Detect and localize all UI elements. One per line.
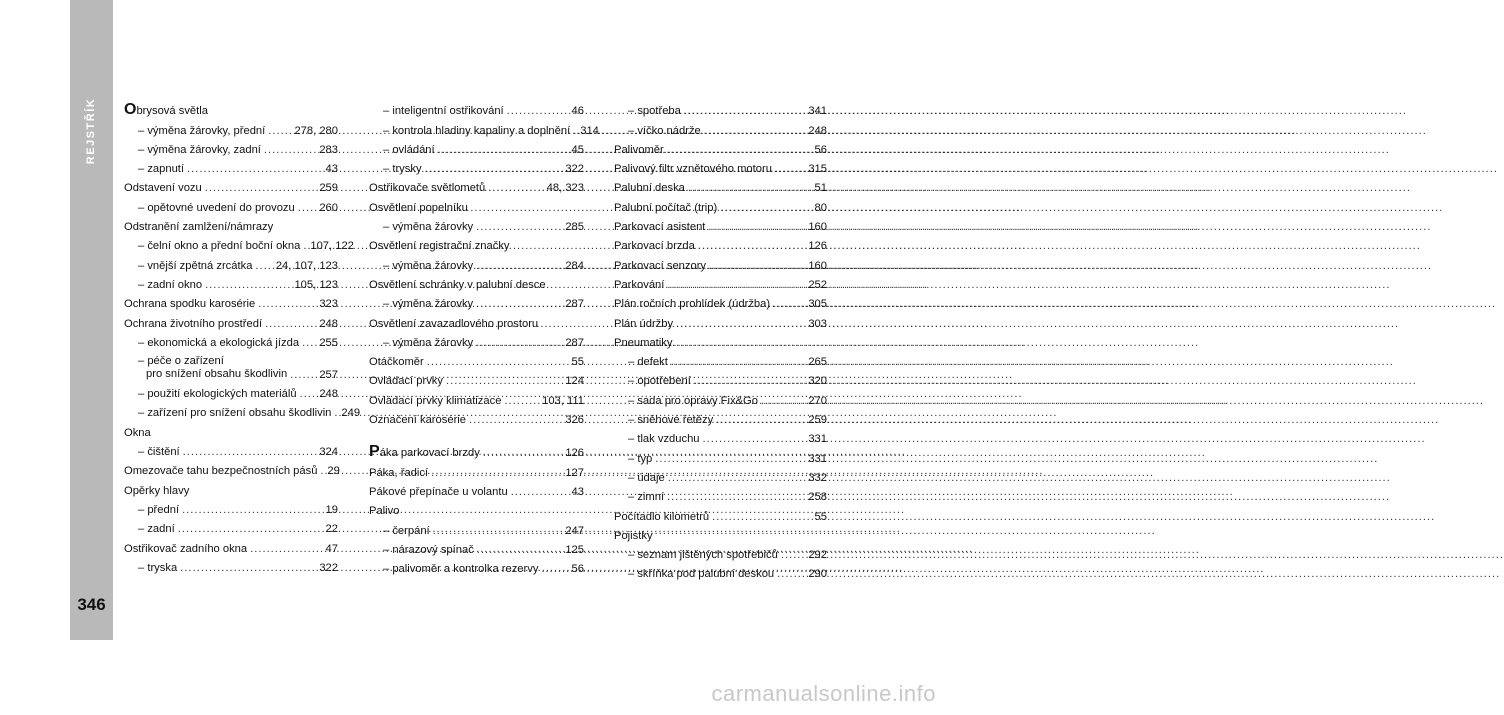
leader-dots (777, 568, 805, 580)
entry-page: 257 (319, 368, 338, 381)
leader-dots (773, 298, 805, 310)
leader-dots (703, 433, 806, 445)
entry-text: – údaje (628, 471, 665, 484)
leader-dots (655, 453, 805, 465)
index-entry (369, 98, 584, 117)
leader-dots (303, 240, 307, 252)
entry-page: 258 (808, 491, 827, 504)
leader-dots (183, 446, 317, 458)
entry-page: 331 (808, 433, 827, 446)
entry-text: – kontrola hladiny kapaliny a doplnění (383, 124, 571, 137)
entry-page: 322 (565, 163, 584, 176)
index-entry (124, 233, 354, 253)
leader-dots (488, 182, 543, 194)
leader-dots (302, 337, 316, 349)
index-column-3 (614, 98, 827, 580)
entry-page: 24, 107, 123 (275, 259, 338, 272)
index-entry (369, 517, 584, 536)
entry-text: Parkovací brzda (614, 240, 695, 253)
entry-text: – čerpání (383, 524, 430, 537)
leader-dots (476, 298, 562, 310)
index-entry (614, 117, 827, 136)
index-entry (124, 156, 338, 175)
leader-dots (483, 447, 563, 459)
index-entry (614, 310, 827, 329)
entry-text: – tlak vzduchu (628, 433, 700, 446)
leader-dots (265, 318, 316, 330)
entry-page: 126 (565, 447, 584, 460)
entry-text: – výměna žárovky, přední (138, 124, 266, 137)
index-entry (614, 407, 827, 426)
entry-page: 287 (565, 336, 584, 349)
leader-dots (476, 260, 562, 272)
leader-dots (668, 472, 806, 484)
index-entry (124, 497, 338, 516)
entry-text: Osvětlení registrační značky (369, 240, 510, 253)
entry-text: – zadní (138, 523, 175, 536)
entry-text: – tryska (138, 561, 178, 574)
entry-text: Pákové přepínače u volantu (369, 485, 508, 498)
entry-page: 326 (565, 414, 584, 427)
leader-dots (433, 525, 563, 537)
entry-text: Parkování (614, 278, 665, 291)
entry-page: 315 (808, 163, 827, 176)
entry-page: 290 (808, 568, 827, 581)
leader-dots (187, 163, 323, 175)
entry-text: Ostřikovač zadního okna (124, 542, 248, 555)
entry-page: 259 (808, 414, 827, 427)
leader-dots (264, 144, 316, 156)
index-entry (369, 440, 584, 459)
leader-dots (720, 202, 811, 214)
entry-text: – sada pro opravy Fix&Go (628, 394, 758, 407)
leader-dots (205, 182, 317, 194)
entry-text: Odstavení vozu (124, 182, 202, 195)
index-entry (369, 537, 584, 556)
index-entry (369, 214, 584, 233)
entry-text: Palivo (369, 505, 400, 518)
index-entry (369, 252, 584, 271)
leader-dots (541, 563, 568, 575)
leader-dots (511, 486, 569, 498)
entry-text: Ovládací prvky (369, 375, 443, 388)
index-entry (614, 445, 827, 464)
page-number: 346 (77, 595, 106, 614)
index-entry (369, 498, 584, 517)
entry-text: – sněhové řetězy (628, 414, 714, 427)
entry-page: 314 (580, 124, 599, 137)
index-entry (124, 330, 338, 349)
entry-text: – typ (628, 452, 653, 465)
entry-page: 51 (814, 182, 827, 195)
index-entry (369, 349, 584, 368)
leader-dots (477, 544, 563, 556)
index-entry (124, 272, 338, 291)
entry-page: 47 (325, 542, 338, 555)
entry-page: 107, 122 (310, 240, 354, 253)
entry-text-continued: pro snížení obsahu škodlivin (146, 367, 288, 380)
index-entry (124, 214, 338, 233)
index-entry (124, 381, 338, 400)
entry-page: 265 (808, 356, 827, 369)
entry-text: Páka, řadicí (369, 466, 429, 479)
leader-dots (438, 144, 569, 156)
entry-text: – výměna žárovky, zadní (138, 143, 261, 156)
entry-page: 55 (571, 356, 584, 369)
leader-dots (469, 414, 562, 426)
index-entry (124, 310, 338, 329)
entry-page: 56 (571, 563, 584, 576)
entry-page: 292 (808, 549, 827, 562)
entry-page: 248 (808, 124, 827, 137)
entry-page: 324 (319, 446, 338, 459)
entry-text: – použití ekologických materiálů (138, 388, 297, 401)
index-entry (614, 523, 827, 542)
entry-text: Pojistky (614, 529, 653, 542)
entry-text: Osvětlení schránky v palubní desce (369, 278, 546, 291)
entry-text: Otáčkoměr (369, 356, 424, 369)
entry-text: – přední (138, 503, 180, 516)
entry-page: 105, 123 (294, 278, 338, 291)
entry-page: 127 (565, 466, 584, 479)
entry-text: – výměna žárovky (383, 259, 474, 272)
leader-dots (427, 356, 569, 368)
index-entry (614, 368, 827, 387)
entry-text: – ovládání (383, 143, 435, 156)
index-entry (614, 156, 827, 175)
index-entry (369, 194, 584, 213)
entry-text: – zimní (628, 491, 665, 504)
entry-text: – výměna žárovky (383, 298, 474, 311)
entry-text: Ostřikovače světlometů (369, 182, 486, 195)
entry-text: brysová světla (136, 105, 208, 118)
entry-page: 259 (319, 182, 338, 195)
leader-dots (180, 562, 316, 574)
leader-dots (704, 125, 806, 137)
leader-dots (667, 144, 812, 156)
entry-text: – výměna žárovky (383, 336, 474, 349)
index-entry (369, 387, 584, 406)
entry-page: 19 (325, 503, 338, 516)
entry-text: Parkovací senzory (614, 259, 707, 272)
index-entry (614, 465, 827, 484)
entry-text: Plán ročních prohlídek (údržba) (614, 298, 771, 311)
entry-text: áka parkovací brzdy (379, 447, 480, 460)
index-entry (124, 117, 338, 136)
leader-dots (268, 125, 291, 137)
index-entry (369, 330, 584, 349)
entry-text: Opěrky hlavy (124, 484, 190, 497)
entry-text: – zadní okno (138, 278, 203, 291)
entry-page: 287 (565, 298, 584, 311)
entry-text: – čištění (138, 446, 180, 459)
entry-page: 56 (814, 143, 827, 156)
entry-text: Okna (124, 426, 151, 439)
leader-dots (698, 240, 805, 252)
entry-text: – spotřeba (628, 105, 681, 118)
index-entry (124, 194, 338, 213)
entry-text: Palivoměr (614, 143, 664, 156)
index-entry (614, 233, 827, 252)
leader-dots (290, 369, 316, 381)
entry-page: 323 (319, 298, 338, 311)
leader-dots (667, 491, 805, 503)
leader-dots (671, 356, 806, 368)
entry-text: – péče o zařízení (138, 354, 224, 367)
index-entry (124, 137, 338, 156)
index-entry (369, 459, 584, 478)
entry-page: 43 (325, 163, 338, 176)
leader-dots (476, 221, 562, 233)
entry-text: – defekt (628, 356, 668, 369)
index-entry (614, 561, 827, 580)
leader-dots (507, 105, 569, 117)
entry-page: 285 (565, 221, 584, 234)
index-entry (124, 477, 338, 496)
index-entry (124, 400, 361, 420)
entry-page: 48, 323 (546, 182, 584, 195)
entry-text: Palivový filtr vznětového motoru (614, 163, 772, 176)
entry-page: 303 (808, 317, 827, 330)
entry-page: 160 (808, 259, 827, 272)
entry-page: 160 (808, 221, 827, 234)
footer-watermark (0, 672, 960, 715)
index-entry (369, 137, 584, 156)
entry-page: 284 (565, 259, 584, 272)
entry-text: Odstranění zamlžení/námrazy (124, 221, 274, 234)
section-label-text: REJSTŘÍK (85, 97, 98, 165)
leader-dots (446, 375, 562, 387)
entry-page: 80 (814, 201, 827, 214)
entry-page: 322 (319, 561, 338, 574)
index-entry (124, 555, 338, 574)
leader-dots (775, 163, 805, 175)
leader-dots (716, 414, 805, 426)
entry-text: Počítadlo kilometrů (614, 510, 710, 523)
index-entry (124, 516, 338, 535)
leader-dots (709, 260, 805, 272)
index-entry (369, 407, 584, 426)
entry-text: – inteligentní ostřikování (383, 105, 504, 118)
leader-dots (676, 318, 805, 330)
entry-page: 22 (325, 523, 338, 536)
index-entry (369, 368, 584, 387)
index-entry (124, 458, 338, 477)
leader-dots (255, 260, 272, 272)
index-entry (614, 214, 827, 233)
letter-initial: O (124, 101, 137, 119)
leader-dots (694, 375, 806, 387)
entry-page: 103, 111 (542, 394, 584, 407)
index-column-2 (369, 98, 599, 576)
index-entry (369, 556, 584, 575)
entry-text: Parkovací asistent (614, 221, 706, 234)
index-entry (614, 194, 827, 213)
entry-page: 125 (565, 543, 584, 556)
leader-dots (258, 298, 316, 310)
index-entry (369, 233, 584, 252)
entry-text: – nárazový spínač (383, 543, 474, 556)
entry-page: 46 (571, 105, 584, 118)
entry-text: Plán údržby (614, 317, 674, 330)
index-entry (124, 98, 338, 117)
index-entry (614, 272, 827, 291)
index-entry (614, 175, 827, 194)
leader-dots (205, 279, 291, 291)
leader-dots (781, 549, 805, 561)
index-entry (369, 272, 584, 291)
entry-text: – čelní okno a přední boční okna (138, 240, 301, 253)
index-entry (369, 117, 599, 137)
watermark-text[interactable]: carmanualsonline.info (711, 680, 936, 706)
index-column-1 (124, 98, 361, 574)
leader-dots (708, 221, 805, 233)
entry-page: 320 (808, 375, 827, 388)
leader-dots (667, 279, 805, 291)
entry-text: Omezovače tahu bezpečnostních pásů (124, 465, 318, 478)
entry-text: Ovládací prvky klimatizace (369, 394, 502, 407)
entry-page: 341 (808, 105, 827, 118)
leader-dots (761, 395, 805, 407)
index-entry (369, 479, 584, 498)
entry-page: 332 (808, 471, 827, 484)
index-entry (614, 349, 827, 368)
entry-text: – opotřebení (628, 375, 691, 388)
index-entry (124, 535, 338, 554)
entry-text: – ekonomická a ekologická jízda (138, 336, 300, 349)
entry-text: – trysky (383, 163, 422, 176)
leader-dots (476, 337, 562, 349)
entry-text: Palubní deska (614, 182, 685, 195)
index-entry (124, 419, 338, 438)
index-entry (614, 291, 827, 310)
index-entry (124, 252, 338, 271)
entry-text: – vnější zpětná zrcátka (138, 259, 253, 272)
entry-page: 45 (571, 143, 584, 156)
index-entry (614, 387, 827, 406)
entry-text: – seznam jištěných spotřebičů (628, 549, 778, 562)
leader-dots (300, 388, 317, 400)
leader-dots (334, 407, 338, 419)
index-entry (614, 503, 827, 522)
entry-text: – víčko nádrže (628, 124, 701, 137)
leader-dots (320, 465, 324, 477)
index-entry (369, 175, 584, 194)
index-entry (124, 349, 338, 381)
entry-text: Palubní počítač (trip) (614, 201, 718, 214)
entry-page: 252 (808, 278, 827, 291)
entry-text: Pneumatiky (614, 336, 673, 349)
entry-page: 55 (814, 510, 827, 523)
index-entry (614, 484, 827, 503)
entry-text: Označení karosérie (369, 414, 467, 427)
entry-text: – opětovné uvedení do provozu (138, 201, 295, 214)
entry-page: 124 (565, 375, 584, 388)
leader-dots (431, 467, 562, 479)
leader-dots (573, 125, 577, 137)
index-entry (614, 252, 827, 271)
index-entry (614, 542, 827, 561)
entry-page: 29 (327, 465, 340, 478)
leader-dots (688, 182, 812, 194)
entry-page: 248 (319, 317, 338, 330)
leader-dots (178, 523, 323, 535)
entry-text: – skříňka pod palubní deskou (628, 568, 775, 581)
leader-dots (504, 395, 539, 407)
index-entry (369, 291, 584, 310)
entry-page: 305 (808, 298, 827, 311)
index-entry (124, 291, 338, 310)
entry-text: – palivoměr a kontrolka rezervy (383, 563, 539, 576)
entry-page: 331 (808, 452, 827, 465)
entry-page: 278, 280 (294, 124, 338, 137)
index-entry (614, 137, 827, 156)
entry-text: – zapnutí (138, 163, 185, 176)
index-entry (614, 98, 827, 117)
entry-page: 255 (319, 336, 338, 349)
index-entry (369, 310, 584, 329)
entry-text: Ochrana spodku karosérie (124, 298, 256, 311)
letter-initial: P (369, 443, 380, 461)
entry-text: Ochrana životního prostředí (124, 317, 263, 330)
entry-page: 247 (565, 524, 584, 537)
entry-page: 126 (808, 240, 827, 253)
entry-page: 270 (808, 394, 827, 407)
entry-text: – zařízení pro snížení obsahu škodlivin (138, 407, 332, 420)
entry-page: 249 (341, 407, 361, 420)
leader-dots (182, 504, 322, 516)
entry-page: 260 (319, 201, 338, 214)
index-entry (614, 426, 827, 445)
index-entry (614, 330, 827, 349)
leader-dots (712, 511, 811, 523)
entry-text: Osvětlení zavazadlového prostoru (369, 317, 539, 330)
entry-page: 43 (571, 485, 584, 498)
index-entry (369, 156, 584, 175)
leader-dots (298, 202, 317, 214)
section-label (70, 96, 113, 166)
leader-dots (425, 163, 563, 175)
index-entry (124, 439, 338, 458)
entry-text: – výměna žárovky (383, 221, 474, 234)
entry-page: 248 (319, 388, 338, 401)
entry-text: Osvětlení popelníku (369, 201, 468, 214)
index-entry (124, 175, 338, 194)
entry-page: 283 (319, 143, 338, 156)
leader-dots (684, 105, 805, 117)
leader-dots (250, 543, 322, 555)
